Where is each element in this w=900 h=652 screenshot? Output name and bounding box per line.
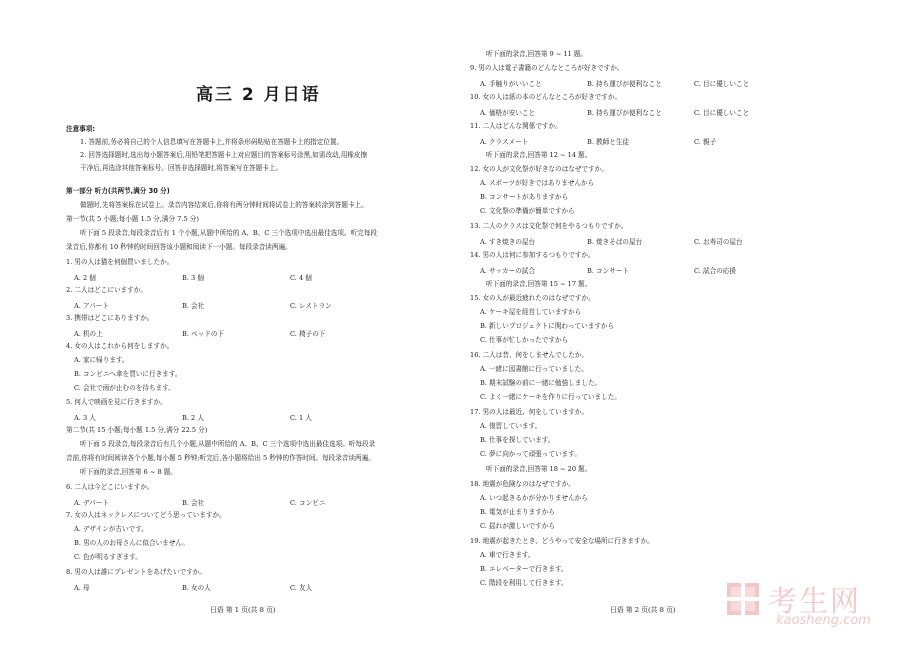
notice-line-3: 干净后,再选涂其他答案标号。回答非选择题时,将答案写在答题卡上。 (80, 164, 283, 172)
question-6: 6. 二人は今どこにいますか。 (66, 483, 154, 491)
question-7: 7. 女の人はネックレスについてどう思っていますか。 (66, 511, 226, 519)
question-4-option-a: A. 家に帰ります。 (74, 356, 129, 364)
option-b: B. コンサート (587, 267, 630, 275)
question-16-option-b: B. 期末試験の前に一緒に勉強しました。 (480, 379, 602, 387)
option-a: A. アパート (74, 302, 109, 310)
question-7-option-a: A. デザインが古いです。 (74, 525, 148, 533)
question-17-option-c: C. 夢に向かって頑張っています。 (480, 450, 581, 458)
option-a: A. 手触りがいいこと (480, 80, 542, 88)
question-12: 12. 女の人が文化祭が好きなのはなぜですか。 (470, 165, 608, 173)
question-12-option-a: A. スポーツが好きではありませんから (480, 179, 595, 187)
question-9: 9. 男の人は電子書籍のどんなところが好きですか。 (470, 64, 624, 72)
question-19-option-b: B. エレベーターで行きます。 (480, 565, 568, 573)
listen-12-14: 听下面的录音,回答第 12 ~ 14 题。 (486, 151, 592, 159)
question-12-option-c: C. 文化祭の準備が簡単ですから (480, 207, 575, 215)
question-18-option-b: B. 電気が止まりますから (480, 508, 555, 516)
question-18-option-a: A. いつ起きるかが分かりませんから (480, 494, 588, 502)
kaosheng-logo-icon (726, 582, 760, 616)
watermark-text: 考生网 (768, 584, 862, 618)
option-c: C. 試合の応援 (694, 267, 736, 275)
watermark-subtext: kaosheng.com (776, 613, 871, 628)
question-4: 4. 女の人はこれから何をしますか。 (66, 342, 174, 350)
option-a: A. デパート (74, 499, 109, 507)
question-11: 11. 二人はどんな関係ですか。 (470, 122, 562, 130)
question-16-option-c: C. よく一緒にケーキを作りに行っていました。 (480, 393, 621, 401)
option-a: A. サッカーの試合 (480, 267, 535, 275)
page-footer: 日语 第 2 页(共 8 页) (610, 606, 676, 614)
option-c: C. 椅子の下 (290, 330, 326, 338)
option-b: B. 会社 (182, 302, 205, 310)
option-b: B. 2 人 (182, 414, 204, 422)
option-a: A. クラスメート (480, 138, 529, 146)
listen-9-11: 听下面的录音,回答第 9 ~ 11 题。 (486, 50, 588, 58)
question-15-option-a: A. ケーキ屋を経営していますから (480, 308, 582, 316)
option-b: B. 持ち運びが便利なこと (587, 80, 662, 88)
question-16: 16. 二人は昔、何をしませんでしたか。 (470, 351, 589, 359)
option-a: A. 価格が安いこと (480, 109, 536, 117)
question-4-option-c: C. 会社で雨が止むのを待ちます。 (74, 384, 175, 392)
option-c: C. お寿司の屋台 (694, 238, 743, 246)
notice-line-2: 2. 回答选择题时,选出每小题答案后,用铅笔把答题卡上对应题目的答案标号涂黑,如需改动,用橡皮擦 (80, 151, 368, 159)
option-c: C. レストラン (290, 302, 332, 310)
question-15: 15. 女の人が最近疲れたのはなぜですか。 (470, 294, 595, 302)
section2-instr-1: 听下面 5 段录音,每段录音后有几个小题,从题中所给的 A、B、C 三个选项中选出最佳选项。听每段录 (80, 440, 376, 448)
question-15-option-b: B. 新しいプロジェクトに関わっていますから (480, 322, 615, 330)
question-4-option-b: B. コンビニへ傘を買いに行きます。 (74, 370, 182, 378)
option-a: A. 母 (74, 584, 90, 592)
option-b: B. 持ち運びが便利なこと (587, 109, 662, 117)
option-b: B. 会社 (182, 499, 205, 507)
section1-instr-2: 录音后,你都有 10 秒钟的时间回答该小题和阅读下一小题。每段录音读两遍。 (66, 243, 292, 251)
option-a: A. 机の上 (74, 330, 103, 338)
question-16-option-a: A. 一緒に図書館に行っていました。 (480, 365, 588, 373)
page-footer: 日语 第 1 页(共 8 页) (210, 606, 276, 614)
question-5: 5. 何人で映画を見に行きますか。 (66, 398, 167, 406)
option-c: C. 目に優しいこと (694, 109, 750, 117)
notice-line-1: 1. 答题前,务必将自己的个人信息填写在答题卡上,并将条形码粘贴在答题卡上的指定位置。 (80, 138, 344, 146)
option-c: C. 目に優しいこと (694, 80, 750, 88)
option-c: C. 親子 (694, 138, 717, 146)
option-c: C. 友人 (290, 584, 313, 592)
option-c: C. コンビニ (290, 499, 326, 507)
option-c: C. 4 個 (290, 274, 312, 282)
question-17-option-a: A. 復習しています。 (480, 422, 542, 430)
option-b: B. ベッドの下 (182, 330, 225, 338)
question-13: 13. 二人のクラスは文化祭で何をやるつもりですか。 (470, 222, 628, 230)
question-18: 18. 地震が危険なのはなぜですか。 (470, 480, 575, 488)
listen-6-8: 听下面的录音,回答第 6 ~ 8 题。 (80, 468, 177, 476)
option-a: A. 3 人 (74, 414, 96, 422)
question-14: 14. 男の人は何に参加するつもりですか。 (470, 251, 595, 259)
question-1: 1. 男の人は猫を何個買いましたか。 (66, 258, 174, 266)
question-10: 10. 女の人は紙の本のどんなところが好きですか。 (470, 93, 622, 101)
section2-instr-2: 音前,你将有时间阅读各个小题,每小题 5 秒钟;听完后,各小题将给出 5 秒钟的作答时间。每段录音读两遍。 (66, 454, 375, 462)
question-17: 17. 男の人は最近、何をしていますか。 (470, 408, 589, 416)
question-8: 8. 男の人は誰にプレゼントをあげたいですか。 (66, 568, 206, 576)
page-title: 高三 2 月日语 (196, 85, 321, 105)
question-2: 2. 二人はどこにいますか。 (66, 286, 147, 294)
question-15-option-c: C. 仕事が忙しかったですから (480, 336, 569, 344)
question-18-option-c: C. 揺れが激しいですから (480, 522, 555, 530)
listen-15-17: 听下面的录音,回答第 15 ~ 17 题。 (486, 280, 592, 288)
option-b: B. 焼きそばの屋台 (587, 238, 643, 246)
question-19-option-a: A. 車で行きます。 (480, 551, 535, 559)
exam-page-2 (450, 0, 900, 652)
option-b: B. 3 個 (182, 274, 204, 282)
part1-heading: 第一部分 听力(共两节,满分 30 分) (66, 187, 170, 195)
question-19: 19. 地震が起きたとき、どうやって安全な場所に行きますか。 (470, 537, 654, 545)
section1-instr-1: 听下面 5 段录音,每段录音后有 1 个小题,从题中所给的 A、B、C 三个选项中选出最佳选项。听完每段 (80, 229, 377, 237)
option-b: B. 女の人 (182, 584, 211, 592)
notice-heading: 注意事项: (66, 125, 96, 133)
question-7-option-b: B. 男の人のお母さんに似合いません。 (74, 539, 189, 547)
section1-heading: 第一节(共 5 小题;每小题 1.5 分,满分 7.5 分) (66, 215, 199, 223)
section2-heading: 第二节(共 15 小题;每小题 1.5 分,满分 22.5 分) (66, 426, 208, 434)
question-12-option-b: B. コンサートがありますから (480, 193, 569, 201)
listen-18-20: 听下面的录音,回答第 18 ~ 20 题。 (486, 465, 592, 473)
question-17-option-b: B. 仕事を探しています。 (480, 436, 555, 444)
option-b: B. 教師と生徒 (587, 138, 630, 146)
question-7-option-c: C. 色が明るすぎます。 (74, 553, 142, 561)
option-a: A. すき焼きの屋台 (480, 238, 536, 246)
option-a: A. 2 個 (74, 274, 96, 282)
option-c: C. 1 人 (290, 414, 312, 422)
question-3: 3. 携帯はどこにありますか。 (66, 314, 154, 322)
question-19-option-c: C. 階段を利用して行きます。 (480, 579, 568, 587)
part1-intro: 做题时,先将答案标在试卷上。录音内容结束后,你将有两分钟时间将试卷上的答案转涂到答题卡上。 (80, 201, 368, 209)
